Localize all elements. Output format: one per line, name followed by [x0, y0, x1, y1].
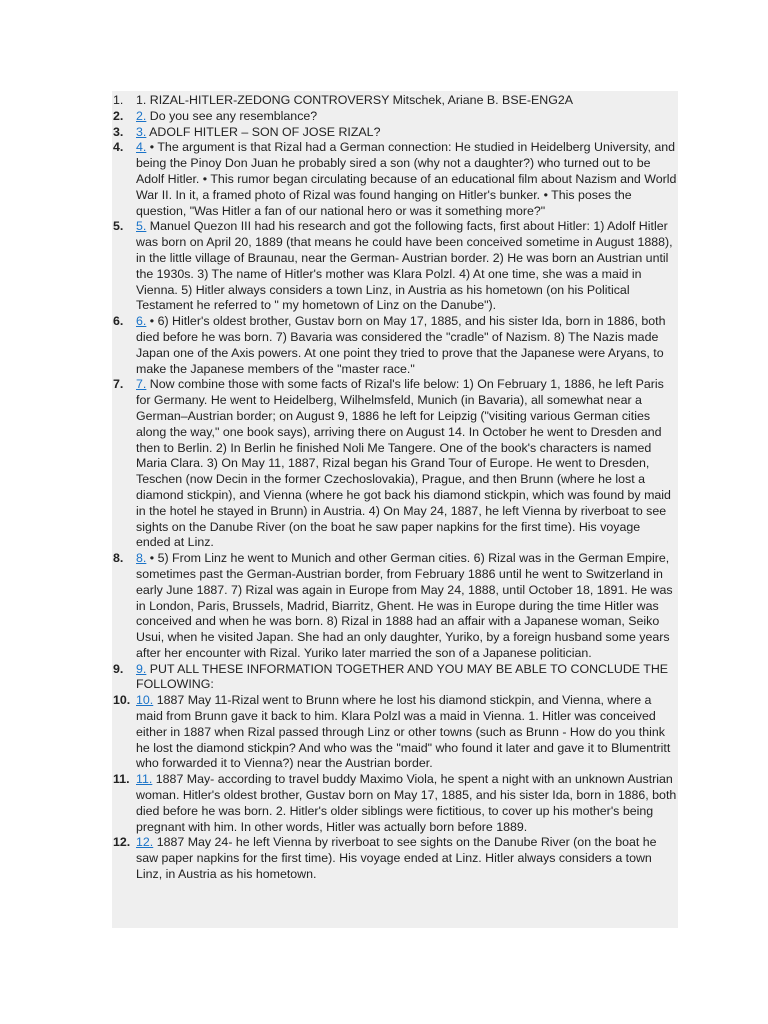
list-item-text: 1. RIZAL-HITLER-ZEDONG CONTROVERSY Mitschek, Ariane B. BSE-ENG2A: [136, 93, 573, 107]
list-item: [112, 109, 678, 125]
list-number: 4.: [113, 140, 124, 155]
list-item-text: Do you see any resemblance?: [149, 108, 318, 123]
list-number: 10.: [113, 693, 131, 708]
list-item: [112, 551, 678, 662]
slide-link[interactable]: 12.: [136, 835, 154, 850]
list-item: [112, 219, 678, 314]
list-number: 2.: [113, 108, 124, 123]
slide-link[interactable]: 9.: [136, 661, 147, 676]
list-item: [112, 377, 678, 551]
list-number: 1.: [113, 93, 124, 107]
list-item-text: • The argument is that Rizal had a German connection: He studied in Heidelberg University, and being the Pinoy Don Juan he probably sired a son (why not a daughter?) who turned out to be Adolf Hitler. • This rumor began circulating because of an educational film about Nazism and World War II. In it, a framed photo of Rizal was found hanging on Hitler's bunker. • This poses the question, "Was Hitler a fan of our national hero or was it something more?": [136, 140, 677, 218]
list-item: [112, 835, 678, 882]
slide-link[interactable]: 6.: [136, 314, 147, 329]
list-item: [112, 140, 678, 219]
list-item-text: 1887 May 24- he left Vienna by riverboat to see sights on the Danube River (on the boat he saw paper napkins for the first time). His voyage ended at Linz. Hitler always considers a town Linz, in Austria as his hometown.: [136, 835, 657, 882]
slide-link[interactable]: 10.: [136, 693, 154, 708]
list-number: 3.: [113, 124, 124, 139]
list-item: [112, 314, 678, 377]
list-item-text: ADOLF HITLER – SON OF JOSE RIZAL?: [149, 124, 381, 139]
list-item-text: Manuel Quezon III had his research and got the following facts, first about Hitler: 1) Adolf Hitler was born on April 20, 1889 (that means he could have been conceived sometime in August 1888), in the little village of Braunau, near the German- Austrian border. 2) He was born an Austrian until the 1930s. 3) The name of Hitler's mother was Klara Polzl. 4) At one time, she was a maid in Vienna. 5) Hitler always considers a town Linz, in Austria as his hometown (on his Political Testament he referred to " my hometown of Linz on the Danube").: [136, 219, 673, 313]
list-item-text: • 6) Hitler's oldest brother, Gustav born on May 17, 1885, and his sister Ida, born in 1886, both died before he was born. 7) Bavaria was considered the "cradle" of Nazism. 8) The Nazis made Japan one of the Axis powers. At one point they tried to prove that the Japanese were Aryans, to make the Japanese members of the "master race.": [136, 314, 666, 376]
list-item-text: • 5) From Linz he went to Munich and other German cities. 6) Rizal was in the German Empire, sometimes past the German-Austrian border, from February 1886 until he went to Switzerland in early June 1887. 7) Rizal was again in Europe from May 24, 1888, until October 18, 1891. He was in London, Paris, Brussels, Madrid, Biarritz, Ghent. He was in Europe during the time Hitler was conceived and when he was born. 8) Rizal in 1888 had an affair with a Japanese woman, Seiko Usui, when he visited Japan. She had an only daughter, Yuriko, by a foreign husband some years after her encounter with Rizal. Yuriko later married the son of a Japanese politician.: [136, 551, 673, 660]
slide-link[interactable]: 3.: [136, 124, 147, 139]
list-number: 9.: [113, 661, 124, 676]
slide-link[interactable]: 2.: [136, 108, 147, 123]
slide-link[interactable]: 7.: [136, 377, 147, 392]
slide-link[interactable]: 4.: [136, 140, 147, 155]
list-item-text: PUT ALL THESE INFORMATION TOGETHER AND YOU MAY BE ABLE TO CONCLUDE THE FOLLOWING:: [136, 661, 669, 692]
list-item: [112, 772, 678, 835]
list-item-text: 1887 May 11-Rizal went to Brunn where he lost his diamond stickpin, and Vienna, where a maid from Brunn gave it back to him. Klara Polzl was a maid in Vienna. 1. Hitler was conceived either in 1887 when Rizal passed through Linz or other towns (such as Brunn - How do you think he lost the diamond stickpin? And who was the "maid" who found it later and gave it to Blumentritt who forwarded it to Vienna?) near the Austrian border.: [136, 693, 671, 771]
list-item: [112, 693, 678, 772]
numbered-list: [112, 91, 678, 883]
slide-link[interactable]: 5.: [136, 219, 147, 234]
slide-link[interactable]: 11.: [136, 772, 153, 787]
slide-link[interactable]: 8.: [136, 551, 147, 566]
list-number: 8.: [113, 551, 124, 566]
document-page: [112, 91, 678, 928]
list-number: 6.: [113, 314, 124, 329]
list-number: 11.: [113, 772, 130, 787]
list-item: [112, 93, 678, 109]
list-number: 5.: [113, 219, 124, 234]
list-number: 7.: [113, 377, 124, 392]
list-item-text: 1887 May- according to travel buddy Maximo Viola, he spent a night with an unknown Austrian woman. Hitler's oldest brother, Gustav born on May 17, 1885, and his sister Ida, born in 1886, both died before he was born. 2. Hitler's older siblings were fictitious, to cover up his mother's being pregnant with him. In other words, Hitler was actually born before 1889.: [136, 772, 677, 834]
list-number: 12.: [113, 835, 131, 850]
list-item: [112, 662, 678, 694]
list-item-text: Now combine those with some facts of Rizal's life below: 1) On February 1, 1886, he left Paris for Germany. He went to Heidelberg, Wilhelmsfeld, Munich (in Bavaria), all somewhat near a German–Austrian border; on August 9, 1886 he left for Leipzig ("visiting various German cities along the way," one book says), arriving there on August 14. In October he went to Dresden and then to Berlin. 2) In Berlin he finished Noli Me Tangere. One of the book's characters is named Maria Clara. 3) On May 11, 1887, Rizal began his Grand Tour of Europe. He went to Dresden, Teschen (now Decin in the former Czechoslovakia), Prague, and then Brunn (where he lost a diamond stickpin), and Vienna (where he got back his diamond stickpin, which was found by maid in the hotel he stayed in Brunn) in Austria. 4) On May 24, 1887, he left Vienna by riverboat to see sights on the Danube River (on the boat he saw paper napkins for the first time). His voyage ended at Linz.: [136, 377, 671, 550]
list-item: [112, 125, 678, 141]
